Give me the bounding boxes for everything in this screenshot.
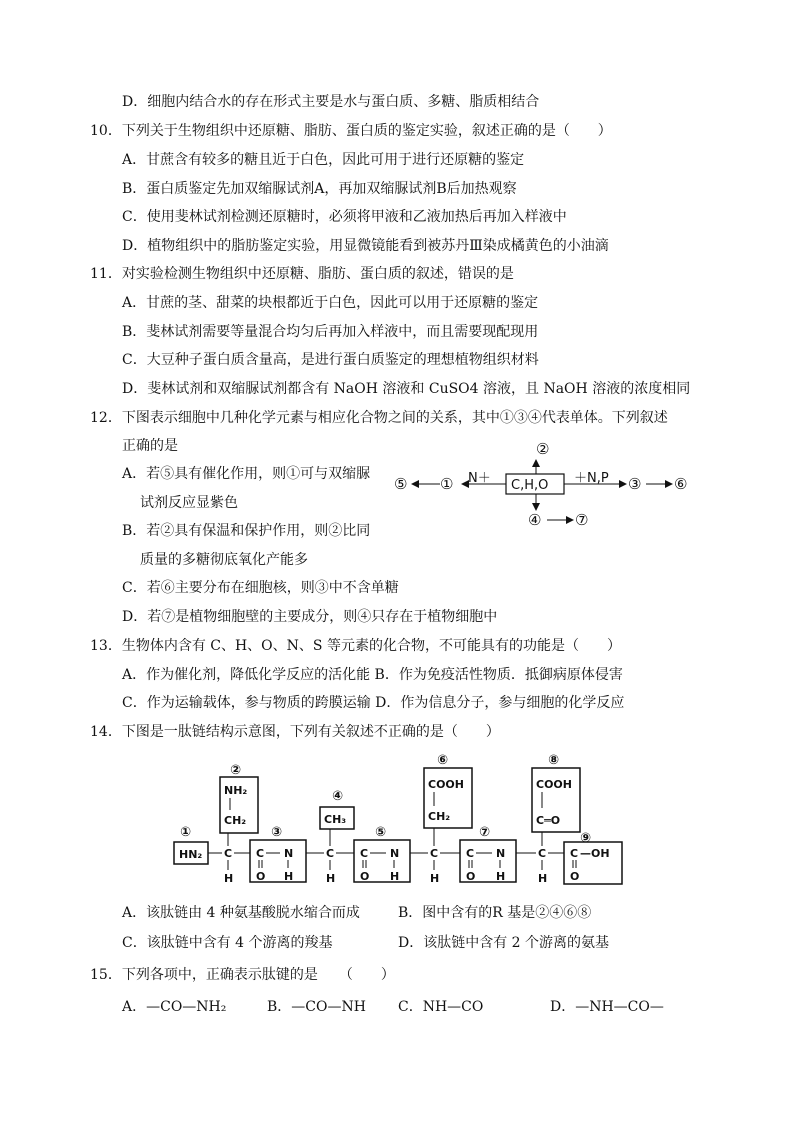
svg-text:C: C xyxy=(326,847,335,860)
question-12-cont: 正确的是 xyxy=(122,438,178,454)
fig14-num-4: ④ xyxy=(332,789,344,804)
q12-option-a: A．若⑤具有催化作用，则①可与双缩脲 xyxy=(122,466,371,482)
q15-option-a: A．—CO—NH₂ xyxy=(122,999,227,1015)
fig12-label-7: ⑦ xyxy=(575,511,589,529)
fig14-num-7: ⑦ xyxy=(479,825,491,840)
q12-option-c: C．若⑥主要分布在细胞核，则③中不含单糖 xyxy=(122,580,399,596)
q15-option-d: D．—NH—CO— xyxy=(550,999,664,1015)
svg-text:H: H xyxy=(224,872,234,885)
svg-text:H: H xyxy=(538,872,548,885)
svg-text:C═O: C═O xyxy=(536,814,561,827)
svg-text:N: N xyxy=(390,847,400,860)
q15-option-b: B．—CO—NH xyxy=(267,999,366,1015)
fig12-np-label: ＋N,P xyxy=(574,471,609,486)
svg-text:C: C xyxy=(466,847,475,860)
q11-option-c: C．大豆种子蛋白质含量高，是进行蛋白质鉴定的理想植物组织材料 xyxy=(122,352,539,368)
fig12-label-3: ③ xyxy=(628,475,642,493)
question-10: 10．下列关于生物组织中还原糖、脂肪、蛋白质的鉴定实验，叙述正确的是（ ） xyxy=(90,123,612,139)
svg-text:C: C xyxy=(224,847,233,860)
q14-option-c: C．该肽链中含有 4 个游离的羧基 xyxy=(122,935,333,951)
svg-text:NH₂: NH₂ xyxy=(224,784,248,797)
q12-option-b-cont: 质量的多糖彻底氧化产能多 xyxy=(140,552,308,568)
fig12-label-4: ④ xyxy=(528,511,542,529)
svg-text:N: N xyxy=(284,847,294,860)
fig14-hn2: HN₂ xyxy=(179,848,203,861)
fig14-num-9: ⑨ xyxy=(580,831,592,846)
svg-text:CH₂: CH₂ xyxy=(428,810,451,823)
q13-options-ab: A．作为催化剂，降低化学反应的活化能 B．作为免疫活性物质．抵御病原体侵害 xyxy=(122,667,623,683)
fig12-label-5: ⑤ xyxy=(394,475,408,493)
question-14: 14．下图是一肽链结构示意图，下列有关叙述不正确的是（ ） xyxy=(90,724,500,740)
question-15: 15．下列各项中，正确表示肽键的是 （ ） xyxy=(90,967,395,983)
svg-text:C: C xyxy=(256,847,265,860)
q15-option-c: C．NH—CO xyxy=(398,999,484,1015)
question-11: 11．对实验检测生物组织中还原糖、脂肪、蛋白质的叙述，错误的是 xyxy=(90,266,514,282)
svg-text:O: O xyxy=(360,870,370,883)
fig14-num-8: ⑧ xyxy=(548,753,560,768)
q9-option-d: D．细胞内结合水的存在形式主要是水与蛋白质、多糖、脂质相结合 xyxy=(122,94,540,110)
svg-text:H: H xyxy=(496,870,506,883)
q11-option-a: A．甘蔗的茎、甜菜的块根都近于白色，因此可以用于还原糖的鉴定 xyxy=(122,295,539,311)
q10-option-c: C．使用斐林试剂检测还原糖时，必须将甲液和乙液加热后再加入样液中 xyxy=(122,209,567,225)
svg-text:H: H xyxy=(390,870,400,883)
svg-text:CH₃: CH₃ xyxy=(324,813,347,826)
svg-text:O: O xyxy=(256,870,266,883)
question-12: 12．下图表示细胞中几种化学元素与相应化合物之间的关系，其中①③④代表单体。下列叙述 xyxy=(90,410,668,426)
q13-options-cd: C．作为运输载体，参与物质的跨膜运输 D．作为信息分子，参与细胞的化学反应 xyxy=(122,695,625,711)
fig12-n-label: N＋ xyxy=(468,471,491,486)
fig14-num-6: ⑥ xyxy=(437,753,449,768)
q12-option-a-cont: 试剂反应显紫色 xyxy=(140,495,238,511)
fig14-num-2: ② xyxy=(230,763,242,778)
svg-text:H: H xyxy=(326,872,336,885)
fig14-num-1: ① xyxy=(180,825,192,840)
svg-text:H: H xyxy=(430,872,440,885)
q14-option-b: B．图中含有的R 基是②④⑥⑧ xyxy=(398,905,592,921)
svg-text:C: C xyxy=(430,847,439,860)
svg-text:H: H xyxy=(284,870,294,883)
q10-option-d: D．植物组织中的脂肪鉴定实验，用显微镜能看到被苏丹Ⅲ染成橘黄色的小油滴 xyxy=(122,238,609,254)
svg-text:COOH: COOH xyxy=(536,778,572,791)
q11-option-b: B．斐林试剂需要等量混合均匀后再加入样液中，而且需要现配现用 xyxy=(122,324,539,340)
q14-option-a: A．该肽链由 4 种氨基酸脱水缩合而成 xyxy=(122,905,360,921)
fig14-num-3: ③ xyxy=(271,825,283,840)
fig14-num-5: ⑤ xyxy=(375,825,387,840)
q14-option-d: D．该肽链中含有 2 个游离的氨基 xyxy=(398,935,610,951)
svg-text:—OH: —OH xyxy=(580,847,610,860)
svg-text:CH₂: CH₂ xyxy=(224,814,247,827)
q12-option-b: B．若②具有保温和保护作用，则②比同 xyxy=(122,523,371,539)
svg-text:C: C xyxy=(538,847,547,860)
q14-figure xyxy=(170,750,630,896)
q10-option-b: B．蛋白质鉴定先加双缩脲试剂A，再加双缩脲试剂B后加热观察 xyxy=(122,181,517,197)
fig12-label-2: ② xyxy=(536,440,550,458)
svg-text:C: C xyxy=(570,847,579,860)
svg-text:COOH: COOH xyxy=(428,778,464,791)
question-13: 13．生物体内含有 C、H、O、N、S 等元素的化合物，不可能具有的功能是（ ） xyxy=(90,638,621,654)
fig12-label-1: ① xyxy=(440,475,454,493)
fig12-center-label: C,H,O xyxy=(511,478,549,493)
svg-text:N: N xyxy=(496,847,506,860)
q12-option-d: D．若⑦是植物细胞壁的主要成分，则④只存在于植物细胞中 xyxy=(122,609,498,625)
q10-option-a: A．甘蔗含有较多的糖且近于白色，因此可用于进行还原糖的鉴定 xyxy=(122,152,525,168)
svg-text:O: O xyxy=(570,870,580,883)
fig12-label-6: ⑥ xyxy=(674,475,688,493)
q12-figure xyxy=(390,438,700,530)
svg-text:O: O xyxy=(466,870,476,883)
q11-option-d: D．斐林试剂和双缩脲试剂都含有 NaOH 溶液和 CuSO4 溶液，且 NaOH 溶液的浓度相同 xyxy=(122,381,691,397)
svg-text:C: C xyxy=(360,847,369,860)
